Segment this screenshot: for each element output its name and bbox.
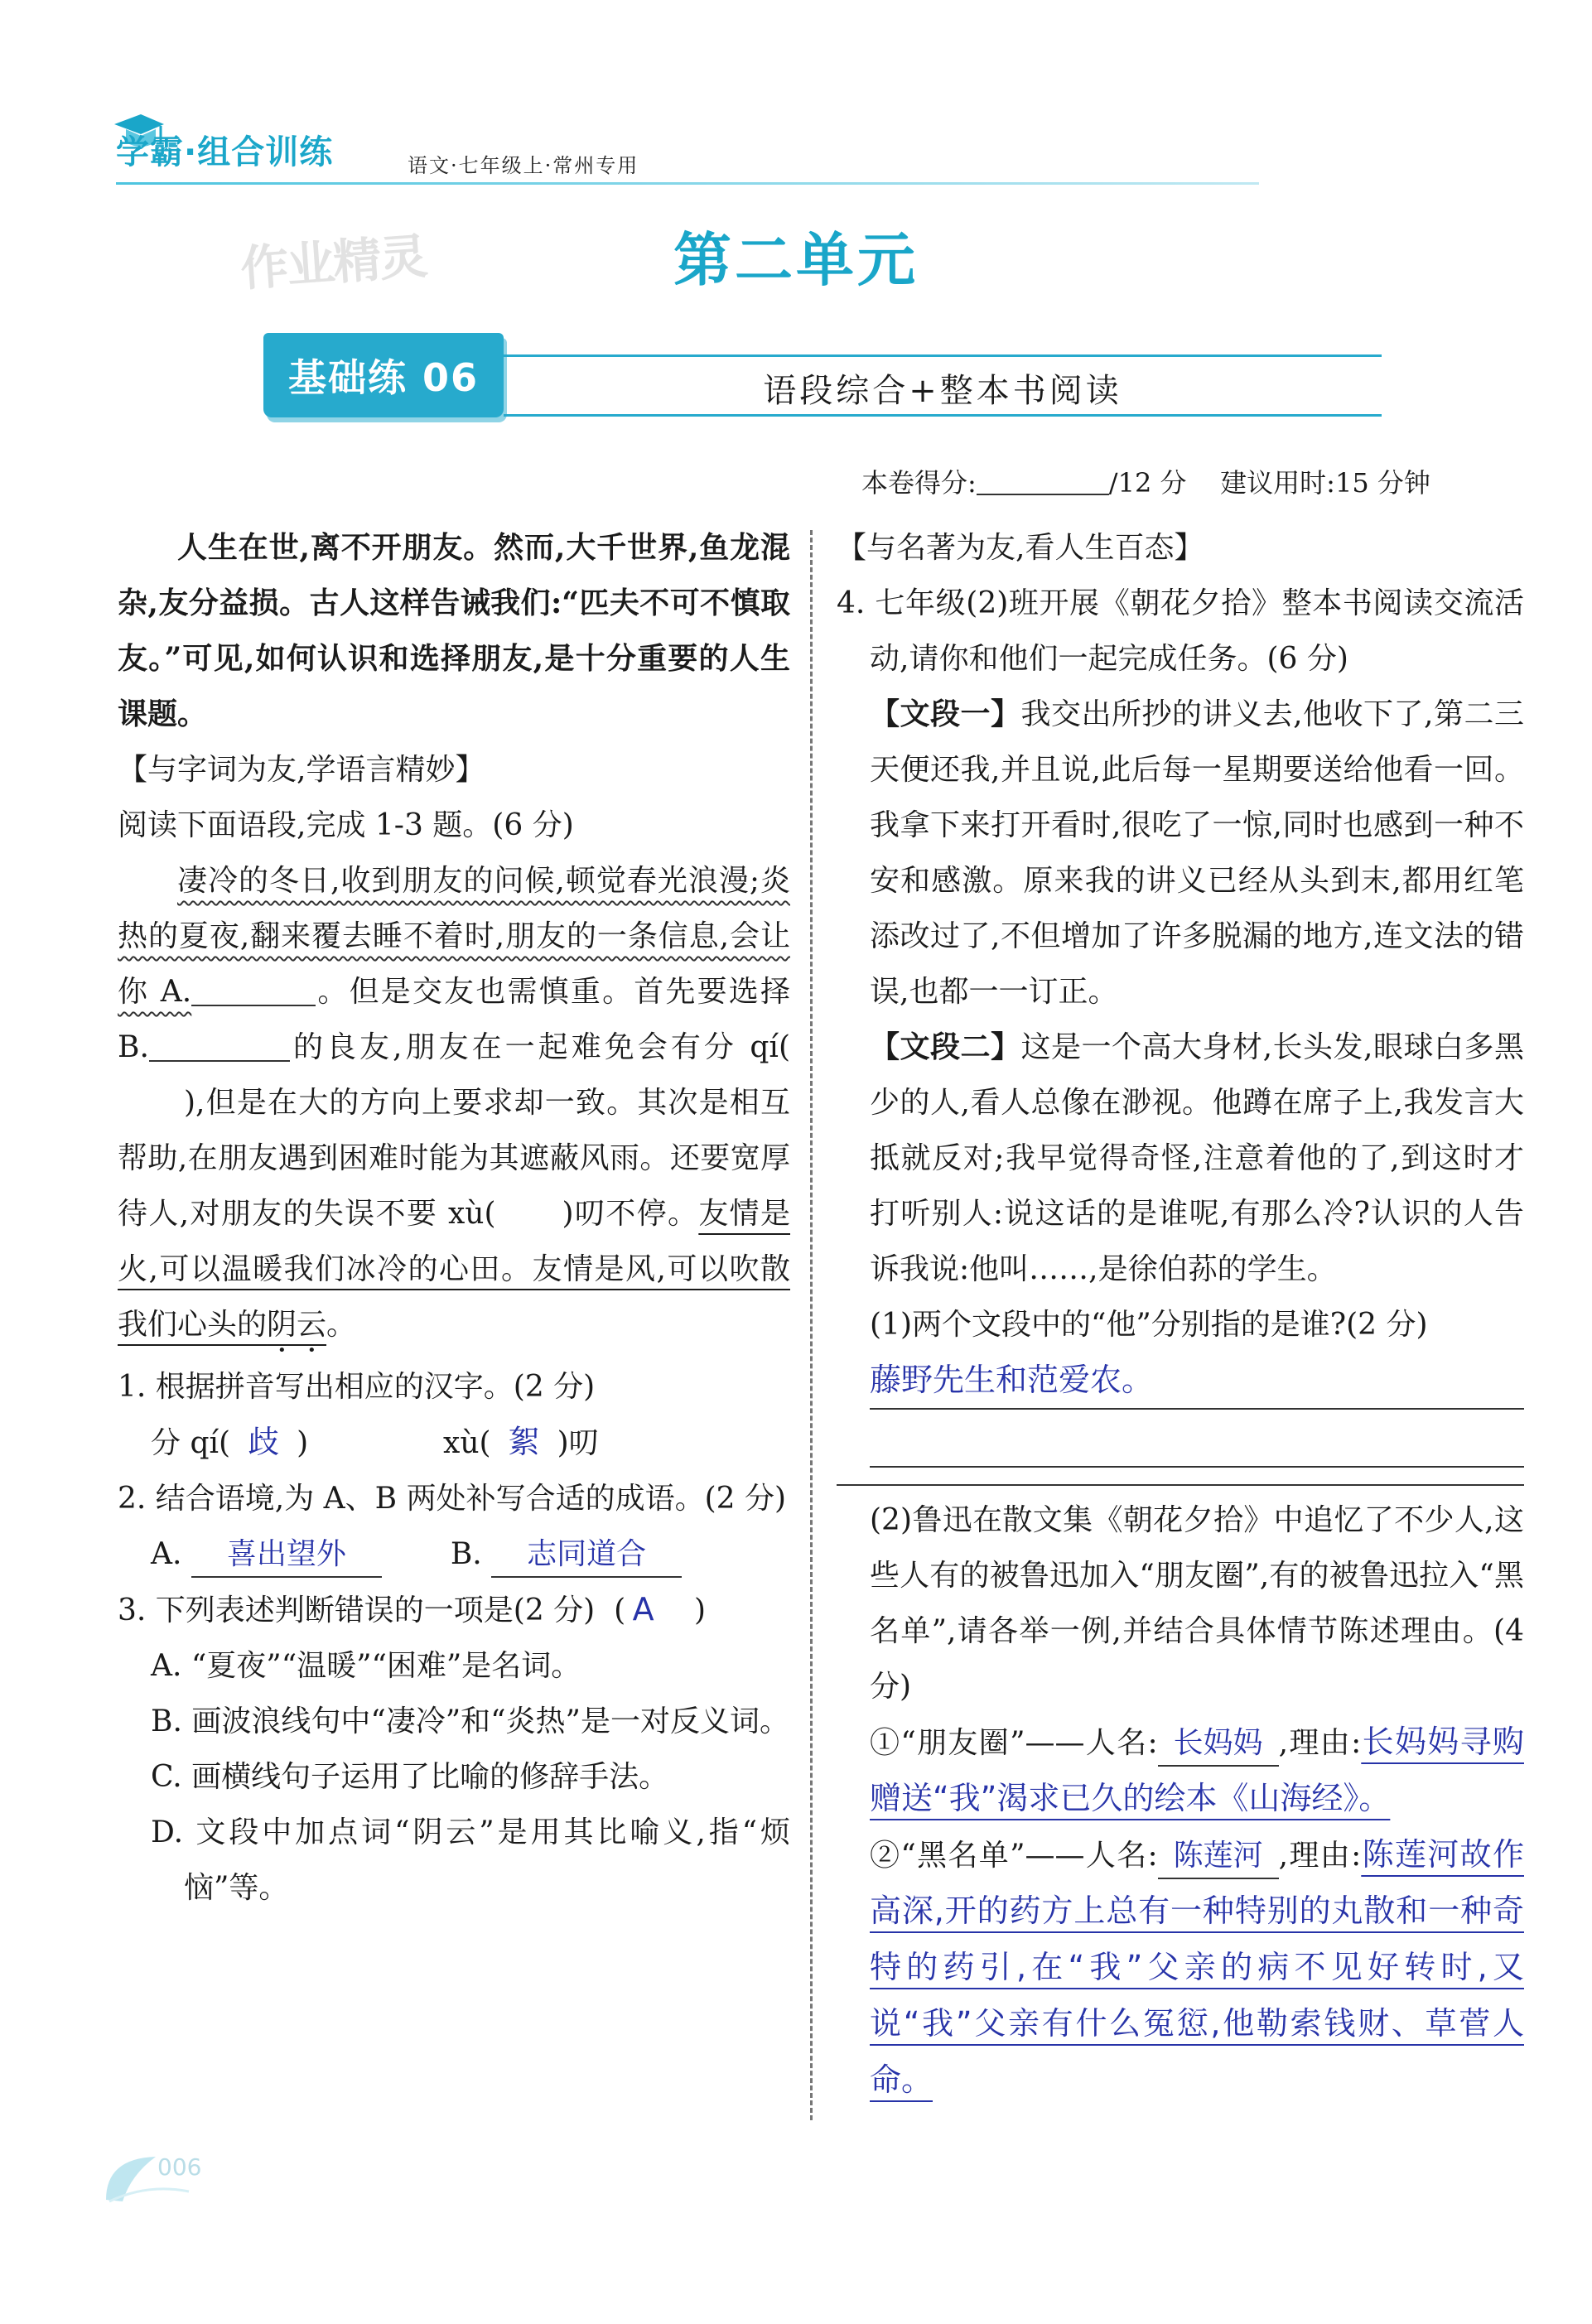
question-4: 4. 七年级(2)班开展《朝花夕拾》整本书阅读交流活动,请你和他们一起完成任务。(6 分): [837, 586, 1524, 676]
friend-reason[interactable]: 长妈妈寻购赠送“我”渴求已久的绘本《山海经》。: [870, 1724, 1524, 1816]
watermark: 作业精灵: [239, 228, 428, 297]
q2-answers: A. 喜出望外 B. 志同道合: [118, 1526, 790, 1582]
page-number: 006: [157, 2153, 202, 2181]
blank-b[interactable]: [149, 1027, 290, 1062]
question-3: 3. 下列表述判断错误的一项是(2 分) ( A ): [118, 1582, 790, 1638]
q3-answer[interactable]: A: [632, 1591, 654, 1627]
q1-answer-b[interactable]: 絮: [508, 1424, 540, 1460]
q1-answers: 分 qí( 歧 ) xù( 絮 )叨: [118, 1415, 790, 1471]
excerpt-2: 【文段二】这是一个高大身材,长头发,眼球白多黑少的人,看人总像在渺视。他蹲在席子上,我发言大抵就反对;我早觉得奇怪,注意着他的了,到这时才打听别人:说这话的是谁呢,有那么冷?认识的人告诉我说:他叫……,是徐伯荪的学生。: [870, 1029, 1524, 1286]
header-brand: 学霸·组合训练: [116, 133, 334, 171]
q2-answer-a[interactable]: 喜出望外: [191, 1533, 382, 1578]
excerpt-2-label: 【文段二】: [870, 1029, 1021, 1064]
title-rule-bottom: [504, 414, 1382, 417]
exercise-subtitle: 语段综合+整本书阅读: [763, 372, 1122, 410]
blank-a[interactable]: [191, 972, 316, 1006]
time-label: 建议用时:15 分钟: [1220, 467, 1430, 499]
q1-answer-a[interactable]: 歧: [248, 1424, 280, 1460]
question-2: 2. 结合语境,为 A、B 两处补写合适的成语。(2 分): [118, 1482, 787, 1516]
header-subject: 语文·七年级上·常州专用: [408, 154, 639, 177]
dotted-word: 阴云: [267, 1308, 327, 1342]
blacklist-reason[interactable]: 陈莲河故作高深,开的药方上总有一种特别的丸散和一种奇特的药引,在“我”父亲的病不见好转时,又说“我”父亲有什么冤愆,他勒索钱财、草菅人命。: [870, 1836, 1524, 2098]
question-4-1: (1)两个文段中的“他”分别指的是谁?(2 分): [870, 1308, 1428, 1342]
score-blank[interactable]: [977, 469, 1109, 495]
q3-option-d: D. 文段中加点词“阴云”是用其比喻义,指“烦恼”等。: [151, 1815, 790, 1905]
column-divider: [810, 530, 813, 2120]
question-1: 1. 根据拼音写出相应的汉字。(2 分): [118, 1370, 596, 1404]
reading-passage: 凄冷的冬日,收到朋友的问候,顿觉春光浪漫;炎热的夏夜,翻来覆去睡不着时,朋友的一条信息,会让你 A. 。但是交友也需慎重。首先要选择 B. 的良友,朋友在一起难免会有分 qí(),但是在大的方向上要求却一致。其次是相互帮助,在朋友遇到困难时能为其遮蔽风雨。还要宽厚待人,对朋友的失误不要 xù( )叨不停。友情是火,可以温暖我们冰冷的心田。友情是风,可以吹散我们心头的阴云。: [118, 864, 790, 1342]
q3-option-c: C. 画横线句子运用了比喻的修辞手法。: [151, 1760, 669, 1794]
passage-wavy: 凄冷的冬日,收到朋友的问候,顿觉春光浪漫;炎热的夏夜,翻来覆去睡不着时,朋友的一条信息,会让你 A.: [118, 864, 790, 1009]
score-label: 本卷得分:: [861, 467, 977, 499]
section2-title: 【与名著为友,看人生百态】: [837, 531, 1204, 565]
right-column: [837, 520, 1524, 2109]
blacklist-entry: ②“黑名单”——人名: 陈莲河 ,理由:陈莲河故作高深,开的药方上总有一种特别的丸散和一种奇特的药引,在“我”父亲的病不见好转时,又说“我”父亲有什么冤愆,他勒索钱财、草菅人命。: [870, 1836, 1524, 2098]
excerpt-1: 【文段一】我交出所抄的讲义去,他收下了,第二三天便还我,并且说,此后每一星期要送给他看一回。我拿下来打开看时,很吃了一惊,同时也感到一种不安和感激。原来我的讲义已经从头到末,都用红笔添改过了,不但增加了许多脱漏的地方,连文法的错误,也都一一订正。: [870, 697, 1524, 1009]
friend-entry: ①“朋友圈”——人名: 长妈妈 ,理由:长妈妈寻购赠送“我”渴求已久的绘本《山海经》。: [870, 1724, 1524, 1816]
title-rule-top: [504, 354, 1382, 357]
instruction: 阅读下面语段,完成 1-3 题。(6 分): [118, 808, 574, 842]
left-column: [118, 520, 790, 1916]
friend-name[interactable]: 长妈妈: [1158, 1722, 1279, 1767]
header-rule: [116, 182, 1259, 185]
q3-option-a: A. “夏夜”“温暖”“困难”是名词。: [151, 1649, 581, 1683]
section1-title: 【与字词为友,学语言精妙】: [118, 753, 485, 787]
q3-option-b: B. 画波浪线句中“凄冷”和“炎热”是一对反义词。: [151, 1704, 789, 1738]
blacklist-name[interactable]: 陈莲河: [1158, 1835, 1279, 1879]
question-4-2: (2)鲁迅在散文集《朝花夕拾》中追忆了不少人,这些人有的被鲁迅加入“朋友圈”,有的被鲁迅拉入“黑名单”,请各举一例,并结合具体情节陈述理由。(4 分): [837, 1484, 1524, 1714]
score-line: [861, 462, 1430, 500]
score-total: /12 分: [1108, 467, 1187, 499]
q4-1-answer-line[interactable]: [870, 1410, 1524, 1468]
passage-underlined: 友情是火,可以温暖我们冰冷的心田。友情是风,可以吹散我们心头的: [118, 1197, 790, 1342]
q4-1-answer[interactable]: 藤野先生和范爱农。: [870, 1352, 1524, 1410]
exercise-badge: 基础练 06: [263, 333, 504, 417]
unit-title: 第二单元: [673, 225, 919, 294]
excerpt-1-label: 【文段一】: [870, 697, 1021, 731]
q2-answer-b[interactable]: 志同道合: [491, 1533, 682, 1578]
intro-paragraph: 人生在世,离不开朋友。然而,大千世界,鱼龙混杂,友分益损。古人这样告诫我们:“匹夫不可不慎取友。”可见,如何认识和选择朋友,是十分重要的人生课题。: [118, 530, 790, 731]
